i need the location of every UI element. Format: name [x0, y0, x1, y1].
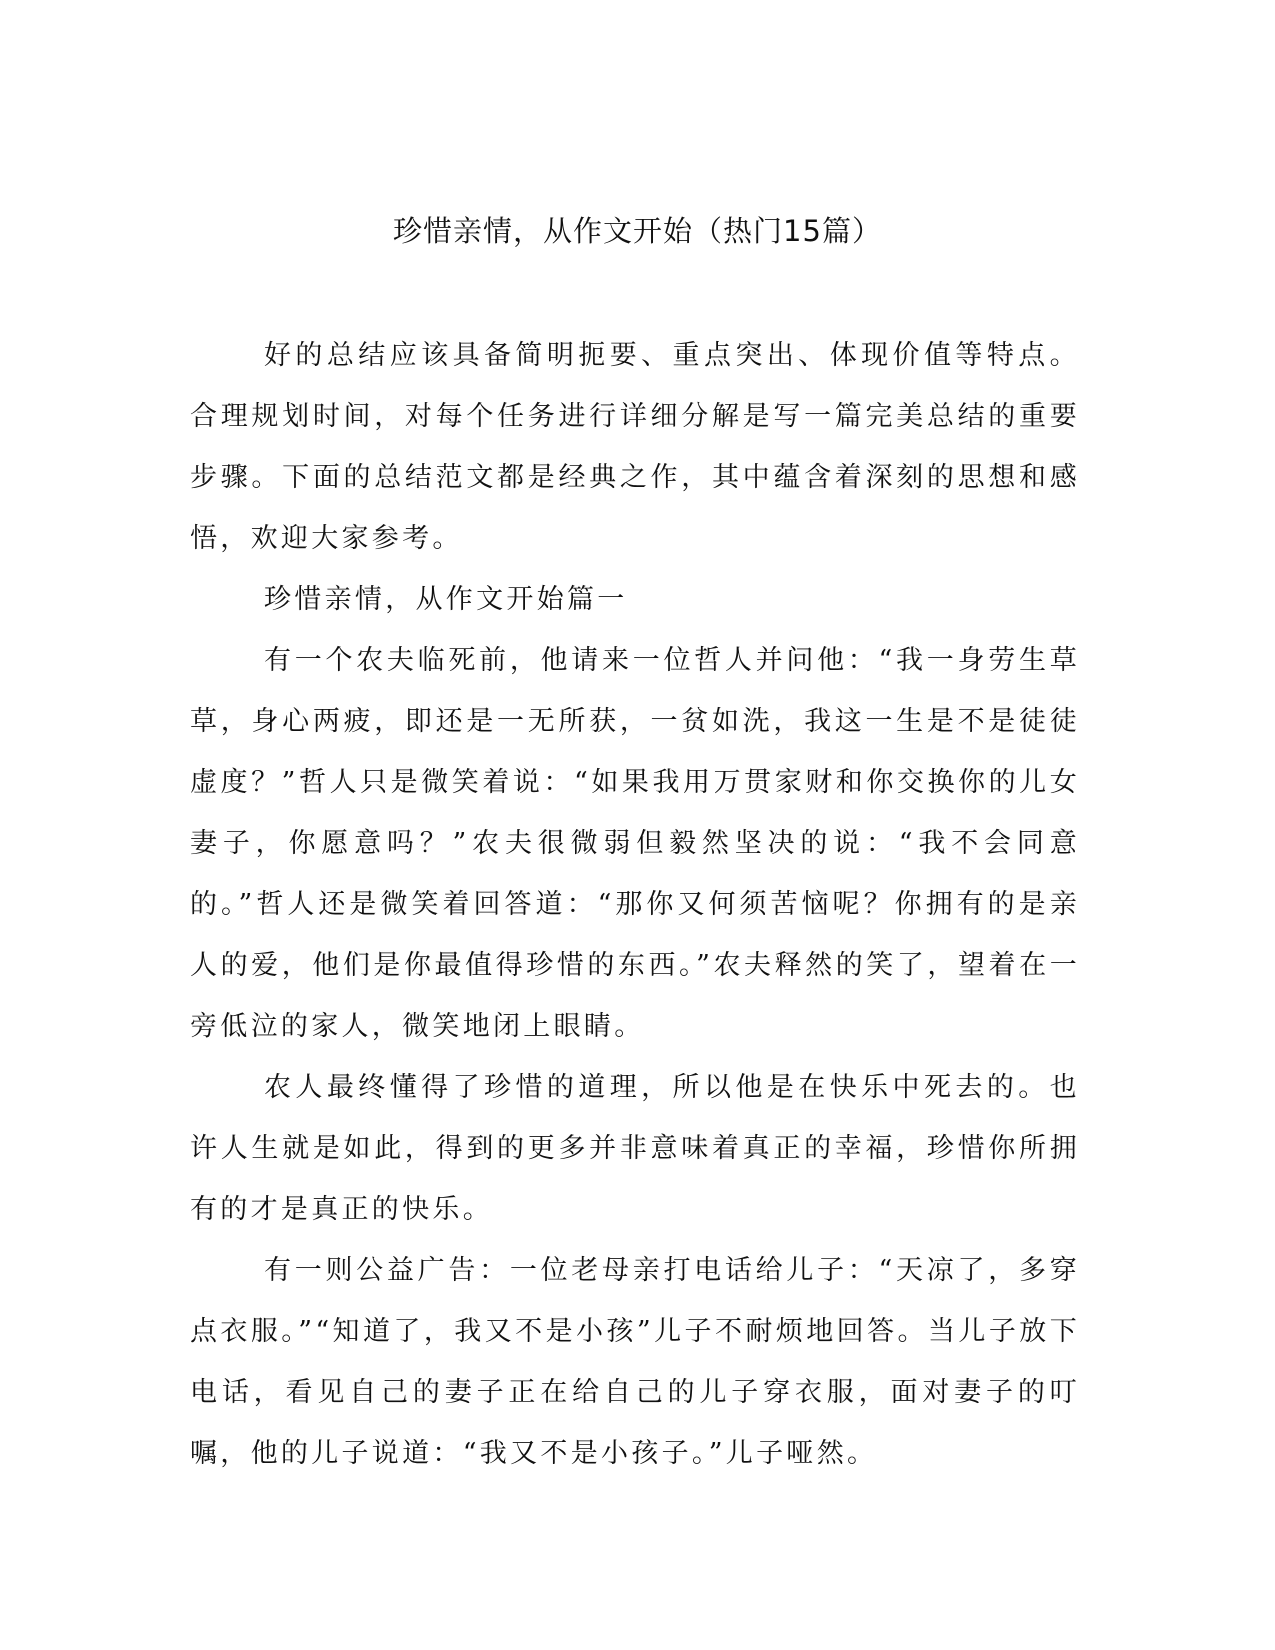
- body-paragraph: 有一则公益广告：一位老母亲打电话给儿子：“天凉了，多穿点衣服。”“知道了，我又不是小孩”儿子不耐烦地回答。当儿子放下电话，看见自己的妻子正在给自己的儿子穿衣服，面对妻子的叮嘱，他的儿子说道：“我又不是小孩子。”儿子哑然。: [190, 1255, 1080, 1469]
- body-paragraph: 农人最终懂得了珍惜的道理，所以他是在快乐中死去的。也许人生就是如此，得到的更多并非意味着真正的幸福，珍惜你所拥有的才是真正的快乐。: [190, 1072, 1080, 1225]
- section-heading: 珍惜亲情，从作文开始篇一: [264, 584, 628, 615]
- document-body: [190, 325, 1080, 1484]
- document-title: 珍惜亲情，从作文开始（热门15篇）: [393, 214, 882, 248]
- intro-paragraph: 好的总结应该具备简明扼要、重点突出、体现价值等特点。合理规划时间，对每个任务进行详细分解是写一篇完美总结的重要步骤。下面的总结范文都是经典之作，其中蕴含着深刻的思想和感悟，欢迎大家参考。: [190, 340, 1080, 554]
- body-paragraph: 有一个农夫临死前，他请来一位哲人并问他：“我一身劳生草草，身心两疲，即还是一无所获，一贫如洗，我这一生是不是徒徒虚度？”哲人只是微笑着说：“如果我用万贯家财和你交换你的儿女妻子，你愿意吗？”农夫很微弱但毅然坚决的说：“我不会同意的。”哲人还是微笑着回答道：“那你又何须苦恼呢？你拥有的是亲人的爱，他们是你最值得珍惜的东西。”农夫释然的笑了，望着在一旁低泣的家人，微笑地闭上眼睛。: [190, 645, 1080, 1042]
